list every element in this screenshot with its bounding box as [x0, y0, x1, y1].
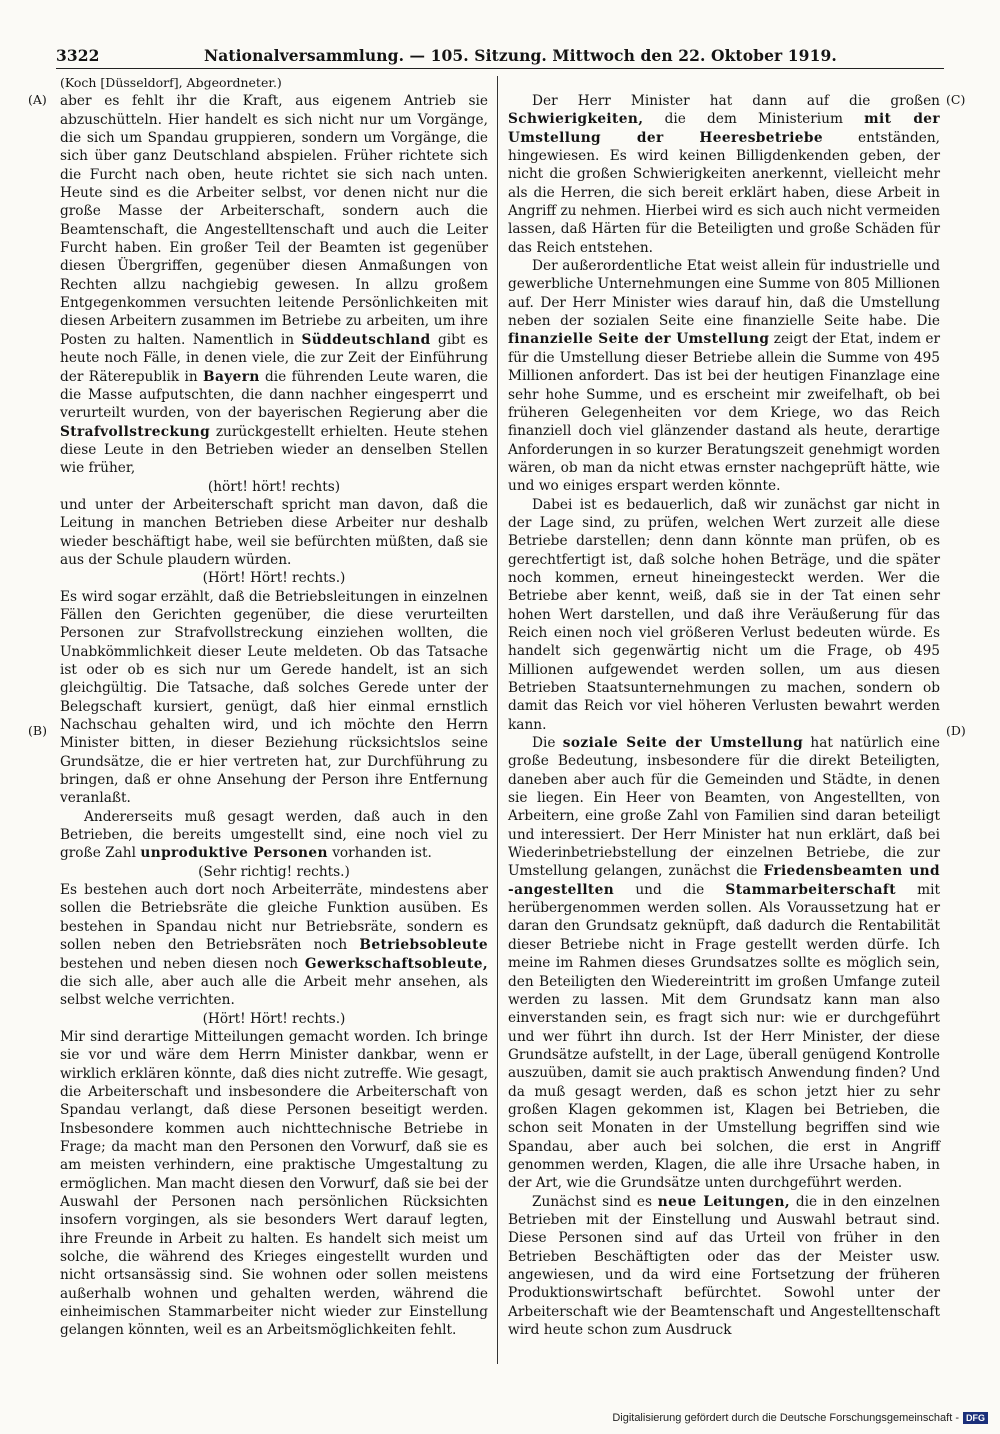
- paragraph: und unter der Arbeiterschaft spricht man davon, daß die Leitung in manchen Betrieben diese Arbeiter nur deshalb wieder beschäftigt habe, weil sie befürchten müßten, daß sie aus der Schule plaudern würden.: [60, 496, 488, 568]
- emphasis: Strafvollstreckung: [60, 423, 211, 440]
- emphasis: Gewerkschaftsobleute,: [304, 955, 488, 972]
- margin-mark-d: (D): [946, 723, 966, 738]
- emphasis: soziale Seite der Umstellung: [562, 735, 804, 752]
- running-title: Nationalversammlung. — 105. Sitzung. Mittwoch den 22. Oktober 1919.: [204, 46, 837, 65]
- paragraph: Dabei ist es bedauerlich, daß wir zunächst gar nicht in der Lage sind, zu prüfen, welchen Wert zurzeit alle diese Betriebe darstellen; denn dann könnte man prüfen, ob es gerechtfertigt ist, daß solche hohen Beträge, und die später noch kommen, erneut hineingesteckt werden. Wer die Betriebe aber kennt, weiß, daß sie in der Tat einen sehr hohen Wert darstellen, und daß ihre Veräußerung für das Reich einen noch viel größeren Verlust bedeuten würde. Es handelt sich gegenwärtig nicht um die Frage, ob 495 Millionen aufgewendet werden sollen, um aus diesen Betrieben Staatsunternehmungen zu machen, sondern ob damit das Reich vor viel höheren Verlusten bewahrt werden kann.: [508, 496, 940, 733]
- page-number: 3322: [56, 46, 100, 65]
- paragraph: Zunächst sind es neue Leitungen, die in den einzelnen Betrieben mit der Einstellung und Auswahl betraut sind. Diese Personen sind auf das Urteil von früher in den Betrieben Beschäftigten oder das der Meister usw. angewiesen, und da wird eine Fortsetzung der früheren Produktionswirtschaft befürchtet. Sowohl unter der Arbeiterschaft wie der Beamtenschaft und Angestelltenschaft wird heute schon zum Ausdruck: [508, 1193, 940, 1339]
- emphasis: unproduktive Personen: [140, 845, 328, 862]
- right-column: [508, 92, 940, 1339]
- emphasis: finanzielle Seite der Umstellung: [508, 331, 770, 348]
- digitization-credit: [612, 1412, 988, 1424]
- dfg-logo: DFG: [963, 1412, 988, 1424]
- margin-mark-c: (C): [946, 92, 966, 107]
- paragraph: aber es fehlt ihr die Kraft, aus eigenem Antrieb sie abzuschütteln. Hier handelt es sich nicht nur um Vorgänge, die sich um Spandau gruppieren, sondern um Vorgänge, die sich über ganz Deutschland abspielen. Früher richtete sich die Furcht nach oben, heute richtet sie sich nach unten. Heute sind es die Arbeiter selbst, vor denen nicht nur die große Masse der Arbeiterschaft, sondern auch die Beamtenschaft, die Angestelltenschaft und auch die Leiter Furcht haben. Ein großer Teil der Beamten ist gegenüber diesen Übergriffen, gegenüber diesen Anmaßungen von Rechten allzu nachgiebig gewesen. In allzu großem Entgegenkommen versuchten leitende Persönlichkeiten mit diesen Arbeitern zusammen im Betriebe zu arbeiten, um ihre Posten zu halten. Namentlich in Süddeutschland gibt es heute noch Fälle, in denen viele, die zur Zeit der Einführung der Räterepublik in Bayern die führenden Leute waren, die die Masse aufputschten, die dann nachher eingesperrt und verurteilt wurden, von der bayerischen Regierung aber die Strafvollstreckung zurückgestellt erhielten. Heute stehen diese Leute in den Betrieben wieder an denselben Stellen wie früher,: [60, 93, 488, 477]
- emphasis: neue Leitungen,: [657, 1193, 791, 1210]
- header-rule: [56, 68, 944, 69]
- paragraph: Mir sind derartige Mitteilungen gemacht worden. Ich bringe sie vor und wäre dem Herrn Minister dankbar, wenn er wirklich erklären könnte, daß dies nicht zutreffe. Wie gesagt, die Arbeiterschaft und insbesondere die Arbeiterschaft von Spandau verlangt, daß diese Personen beseitigt werden. Insbesondere kommen auch nichttechnische Betriebe in Frage; da macht man den Personen den Vorwurf, daß sie es am meisten verhindern, eine praktische Umgestaltung zu ermöglichen. Man macht diesen den Vorwurf, daß sie bei der Auswahl der Personen nach persönlichen Rücksichten insofern vorgingen, als sie besonders Wert darauf legten, ihre Freunde in Arbeit zu halten. Es handelt sich meist um solche, die während des Krieges eingestellt wurden und nicht ortsansässig sind. Sie wohnen oder sollen meistens außerhalb wohnen und gehalten werden, während die einheimischen Stammarbeiter nicht wieder zur Einstellung gelangen könnten, weil es an Arbeitsmöglichkeiten fehlt.: [60, 1028, 488, 1339]
- interjection: (Sehr richtig! rechts.): [198, 863, 350, 880]
- emphasis: mit der Umstellung der Heeresbetriebe: [508, 111, 941, 146]
- emphasis: Schwierigkeiten,: [508, 111, 644, 128]
- paragraph: Es bestehen auch dort noch Arbeiterräte, mindestens aber sollen die Betriebsräte die gleiche Funktion ausüben. Es bestehen in Spandau nicht nur Betriebsräte, sondern es sollen neben den Betriebsräten noch Betriebsobleute bestehen und neben diesen noch Gewerkschaftsobleute, die sich alle, aber auch alle die Arbeit mehr ansehen, als selbst welche verrichten.: [60, 882, 488, 1009]
- paragraph: Der Herr Minister hat dann auf die großen Schwierigkeiten, die dem Ministerium mit der Umstellung der Heeresbetriebe entständen, hingewiesen. Es wird keinen Billigdenkenden geben, der nicht die großen Schwierigkeiten anerkennt, vielleicht mehr als die Herren, die sich bereit erklärt haben, diese Arbeit in Angriff zu nehmen. Hierbei wird es sich auch nicht vermeiden lassen, daß Härten für die Beteiligten und große Schäden für das Reich entstehen.: [508, 93, 941, 256]
- emphasis: Süddeutschland: [301, 331, 431, 348]
- paragraph: Andererseits muß gesagt werden, daß auch in den Betrieben, die bereits umgestellt sind, eine noch viel zu große Zahl unproduktive Personen vorhanden ist.: [60, 808, 488, 862]
- margin-mark-b: (B): [28, 723, 47, 738]
- left-column: [60, 74, 488, 1340]
- interjection: (Hört! Hört! rechts.): [202, 570, 346, 587]
- paragraph: Es wird sogar erzählt, daß die Betriebsleitungen in einzelnen Fällen den Gerichten gegenüber, die diese verurteilten Personen zur Strafvollstreckung einziehen wollten, die Unabkömmlichkeit dieser Leute meldeten. Ob das Tatsache ist oder ob es sich nur um Gerede handelt, ist an sich gleichgültig. Die Tatsache, daß solches Gerede unter der Belegschaft kursiert, genügt, daß hier einmal ernstlich Nachschau gehalten wird, und ich möchte den Herrn Minister bitten, in dieser Beziehung rücksichtslos seine Grundsätze, die er hier vertreten hat, zur Durchführung zu bringen, daß er ohne Ansehung der Person ihre Entfernung veranlaßt.: [60, 588, 488, 807]
- emphasis: Stammarbeiterschaft: [725, 881, 896, 898]
- margin-mark-a: (A): [28, 92, 47, 107]
- page-header: [56, 44, 944, 70]
- interjection: (hört! hört! rechts): [207, 478, 341, 495]
- paragraph: Die soziale Seite der Umstellung hat natürlich eine große Bedeutung, insbesondere für die direkt Beteiligten, daneben aber auch für die Gemeinden und Städte, in denen sie liegen. Ein Heer von Beamten, von Angestellten, von Arbeitern, eine große Zahl von Familien sind daran beteiligt und interessiert. Der Herr Minister hat nun erklärt, daß bei Wiederinbetriebstellung der einzelnen Betriebe, die zur Umstellung gelangen, zunächst die Friedensbeamten und -angestellten und die Stammarbeiterschaft mit herübergenommen werden sollen. Als Voraussetzung hat er daran den Grundsatz geknüpft, daß dadurch die Rentabilität dieser Betriebe nicht in Frage gestellt werden dürfe. Ich meine im Rahmen dieses Grundsatzes sollte es möglich sein, den Beteiligten den Wiedereintritt im großen Umfange zuteil werden zu lassen. Mit dem Grundsatz kann man also einverstanden sein, es fragt sich nur: wie er durchgeführt und wer führt ihn durch. Ist der Herr Minister, der diese Grundsätze aufstellt, in der Lage, überall genügend Kontrolle auszuüben, damit sie auch praktisch Anwendung finden? Und da muß gesagt werden, daß es schon jetzt hier zu sehr großen Klagen gekommen ist, Klagen bei Betrieben, die schon seit Monaten in der Umstellung begriffen sind wie Spandau, aber auch bei solchen, die erst in Angriff genommen werden, Klagen, die alle ihre Ursache haben, in der Art, wie die Grundsätze unten durchgeführt werden.: [508, 735, 940, 1192]
- emphasis: Betriebsobleute: [359, 937, 488, 954]
- credit-text: Digitalisierung gefördert durch die Deutsche Forschungsgemeinschaft -: [612, 1412, 959, 1424]
- paragraph: Der außerordentliche Etat weist allein für industrielle und gewerbliche Unternehmungen eine Summe von 805 Millionen auf. Der Herr Minister wies darauf hin, daß die Umstellung neben der sozialen Seite eine finanzielle Seite habe. Die finanzielle Seite der Umstellung zeigt der Etat, indem er für die Umstellung dieser Betriebe allein die Summe von 495 Millionen anfordert. Das ist bei der heutigen Finanzlage eine sehr hohe Summe, und es erscheint mir zweifelhaft, ob bei früheren Gelegenheiten vor dem Kriege, wo das Reich finanziell doch viel glänzender dastand als heute, derartige Anforderungen in so kurzer Beratungszeit genehmigt worden wären, ob man da nicht etwas ernster nachgeprüft hätte, wie und wo einiges erspart werden könnte.: [508, 258, 940, 495]
- column-divider: [497, 76, 498, 1364]
- interjection: (Hört! Hört! rechts.): [202, 1010, 346, 1027]
- emphasis: Friedensbeamten und -angestellten: [508, 863, 940, 898]
- speaker-line: (Koch [Düsseldorf], Abgeordneter.): [60, 75, 282, 90]
- emphasis: Bayern: [203, 368, 260, 385]
